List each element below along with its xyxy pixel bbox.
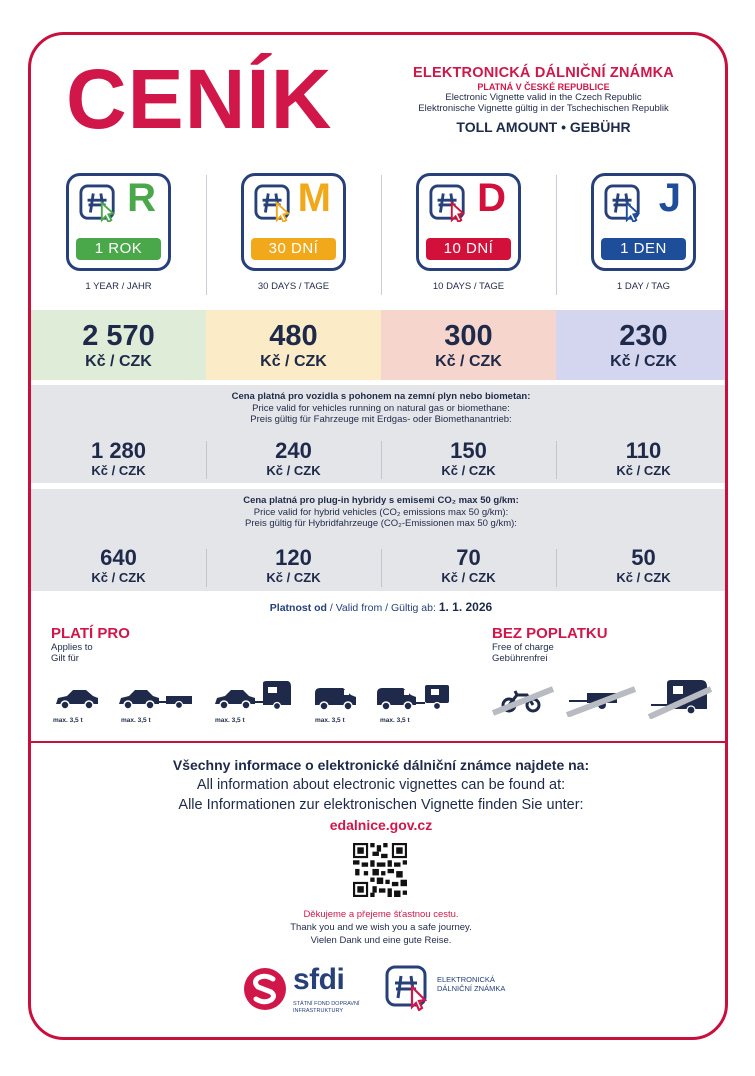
header-line-en: Electronic Vignette valid in the Czech Republic: [445, 92, 642, 103]
price-value: 70: [456, 545, 481, 570]
price-value: 240: [275, 438, 312, 463]
vignette-badge-r: [66, 173, 171, 271]
duration-label: 1 DAY / TAG: [616, 281, 671, 292]
vignette-duration-pill: 30 DNÍ: [251, 238, 336, 260]
page-title: CENÍK: [66, 52, 333, 146]
price-cell-year: [31, 310, 206, 380]
free-of-charge-de: Gebührenfrei: [492, 653, 548, 664]
price-list-poster: [28, 32, 728, 1040]
gas-note: [31, 385, 728, 426]
info-en: All information about electronic vignettes can be found at:: [196, 777, 566, 793]
price-value: 1 280: [90, 438, 147, 463]
weight-limit-label: max. 3,5 t: [380, 717, 410, 724]
info-cz: Všechny informace o elektronické dálniční známce najdete na:: [172, 757, 590, 773]
weight-limit-label: max. 3,5 t: [53, 717, 83, 724]
applies-to-de: Gilt für: [51, 653, 79, 664]
price-value: 150: [450, 438, 487, 463]
price-unit: Kč / CZK: [441, 570, 496, 585]
van-with-trailer-icon: [375, 681, 453, 711]
sfdi-subtitle-line1: STÁTNÍ FOND DOPRAVNÍ: [293, 1001, 360, 1007]
hybrid-price-10days: [381, 547, 556, 585]
gas-note-en: Price valid for vehicles running on natural gas or biomethane:: [252, 402, 510, 414]
price-unit: Kč / CZK: [91, 463, 146, 478]
thanks-de: Vielen Dank und eine gute Reise.: [310, 935, 452, 946]
vignette-letter: R: [127, 176, 156, 220]
price-unit: Kč / CZK: [266, 463, 321, 478]
vignette-column-30days: [206, 167, 381, 297]
trailer-crossed-icon: [565, 683, 637, 717]
price-value: 50: [631, 545, 656, 570]
edalnice-link[interactable]: edalnice.gov.cz: [329, 817, 433, 833]
price-unit: Kč / CZK: [435, 353, 502, 370]
hybrid-note-de: Preis gültig für Hybridfahrzeuge (CO₂-Emissionen max 50 g/km):: [245, 518, 517, 530]
hybrid-note-en: Price valid for hybrid vehicles (CO₂ emissions max 50 g/km):: [253, 506, 509, 518]
weight-limit-label: max. 3,5 t: [315, 717, 345, 724]
gas-note-de: Preis gültig für Fahrzeuge mit Erdgas- oder Biomethanantrieb:: [250, 414, 512, 426]
vignette-letter: D: [477, 176, 506, 220]
free-of-charge-en: Free of charge: [492, 642, 554, 653]
price-cell-10days: [381, 310, 556, 380]
vignette-duration-pill: 1 DEN: [601, 238, 686, 260]
vignette-logo-icon: [385, 965, 431, 1011]
price-value: 2 570: [82, 320, 155, 352]
applies-to-title: PLATÍ PRO: [51, 625, 130, 642]
vignette-column-10days: [381, 167, 556, 297]
duration-label: 1 YEAR / JAHR: [85, 281, 152, 292]
sfdi-subtitle-line2: INFRASTRUKTURY: [293, 1007, 344, 1014]
highway-cursor-icon: [604, 184, 642, 222]
sfdi-subtitle: [293, 1001, 360, 1014]
caravan-crossed-icon: [647, 675, 713, 719]
hybrid-price-1day: [556, 547, 728, 585]
vignette-letter: M: [297, 176, 331, 220]
standard-prices: [31, 310, 728, 380]
thanks-en: Thank you and we wish you a safe journey.: [290, 922, 472, 933]
price-unit: Kč / CZK: [610, 353, 677, 370]
van-icon: [311, 685, 359, 711]
vignette-letter: J: [658, 176, 681, 220]
highway-cursor-icon: [254, 184, 292, 222]
gas-note-cz: Cena platná pro vozidla s pohonem na zemní plyn nebo biometan:: [231, 391, 531, 402]
hybrid-price-year: [31, 547, 206, 585]
info-de: Alle Informationen zur elektronischen Vignette finden Sie unter:: [178, 797, 584, 813]
gas-price-10days: [381, 440, 556, 478]
car-icon: [53, 687, 101, 711]
vignette-duration-pill: 1 ROK: [76, 238, 161, 260]
valid-from: [31, 600, 728, 614]
car-with-caravan-icon: [213, 679, 293, 711]
vignette-duration-pill: 10 DNÍ: [426, 238, 511, 260]
price-cell-1day: [556, 310, 728, 380]
vignette-logo-text: [437, 975, 505, 994]
valid-from-date: 1. 1. 2026: [438, 600, 493, 614]
duration-label: 30 DAYS / TAGE: [257, 281, 330, 292]
price-cell-30days: [206, 310, 381, 380]
weight-limit-label: max. 3,5 t: [215, 717, 245, 724]
hybrid-note-cz: Cena platná pro plug-in hybridy s emisemi CO₂ max 50 g/km:: [243, 495, 519, 506]
header-info: [371, 65, 716, 135]
gas-price-section: [31, 385, 728, 483]
qr-code[interactable]: [353, 843, 407, 897]
price-unit: Kč / CZK: [91, 570, 146, 585]
price-value: 300: [444, 320, 493, 352]
free-of-charge-title: BEZ POPLATKU: [492, 625, 608, 642]
gas-price-30days: [206, 440, 381, 478]
price-value: 110: [625, 438, 662, 463]
weight-limit-label: max. 3,5 t: [121, 717, 151, 724]
vignette-logo-line1: ELEKTRONICKÁ: [437, 975, 495, 984]
price-value: 480: [269, 320, 318, 352]
vignette-badge-j: [591, 173, 696, 271]
price-unit: Kč / CZK: [616, 463, 671, 478]
price-unit: Kč / CZK: [266, 570, 321, 585]
gas-price-1day: [556, 440, 728, 478]
vignette-column-1day: [556, 167, 728, 297]
price-unit: Kč / CZK: [616, 570, 671, 585]
section-divider: [31, 741, 728, 743]
header-line-de: Elektronische Vignette gültig in der Tschechischen Republik: [418, 103, 669, 115]
valid-from-label: / Valid from / Gültig ab:: [326, 602, 439, 614]
highway-cursor-icon: [429, 184, 467, 222]
vignette-badge-m: [241, 173, 346, 271]
price-unit: Kč / CZK: [441, 463, 496, 478]
thanks-cz: Děkujeme a přejeme šťastnou cestu.: [303, 909, 459, 920]
sfdi-logo-text: sfdi: [293, 963, 345, 996]
hybrid-price-section: [31, 489, 728, 591]
vignette-logo-line2: DÁLNIČNÍ ZNÁMKA: [437, 984, 506, 994]
vignette-badge-d: [416, 173, 521, 271]
vignette-column-year: [31, 167, 206, 297]
hybrid-note: [31, 489, 728, 530]
applies-to-en: Applies to: [51, 642, 93, 653]
duration-label: 10 DAYS / TAGE: [432, 281, 505, 292]
price-unit: Kč / CZK: [85, 353, 152, 370]
toll-amount-label: TOLL AMOUNT • GEBÜHR: [456, 118, 631, 135]
car-with-trailer-icon: [117, 687, 193, 711]
sfdi-logo-icon: [243, 967, 287, 1011]
price-unit: Kč / CZK: [260, 353, 327, 370]
motorcycle-crossed-icon: [491, 683, 555, 717]
price-value: 120: [275, 545, 312, 570]
valid-from-label-cz: Platnost od: [269, 602, 327, 614]
gas-price-year: [31, 440, 206, 478]
price-value: 640: [100, 545, 137, 570]
hybrid-price-30days: [206, 547, 381, 585]
header-title: ELEKTRONICKÁ DÁLNIČNÍ ZNÁMKA: [413, 65, 674, 81]
highway-cursor-icon: [79, 184, 117, 222]
header-subtitle: PLATNÁ V ČESKÉ REPUBLICE: [477, 82, 610, 92]
price-value: 230: [619, 320, 668, 352]
